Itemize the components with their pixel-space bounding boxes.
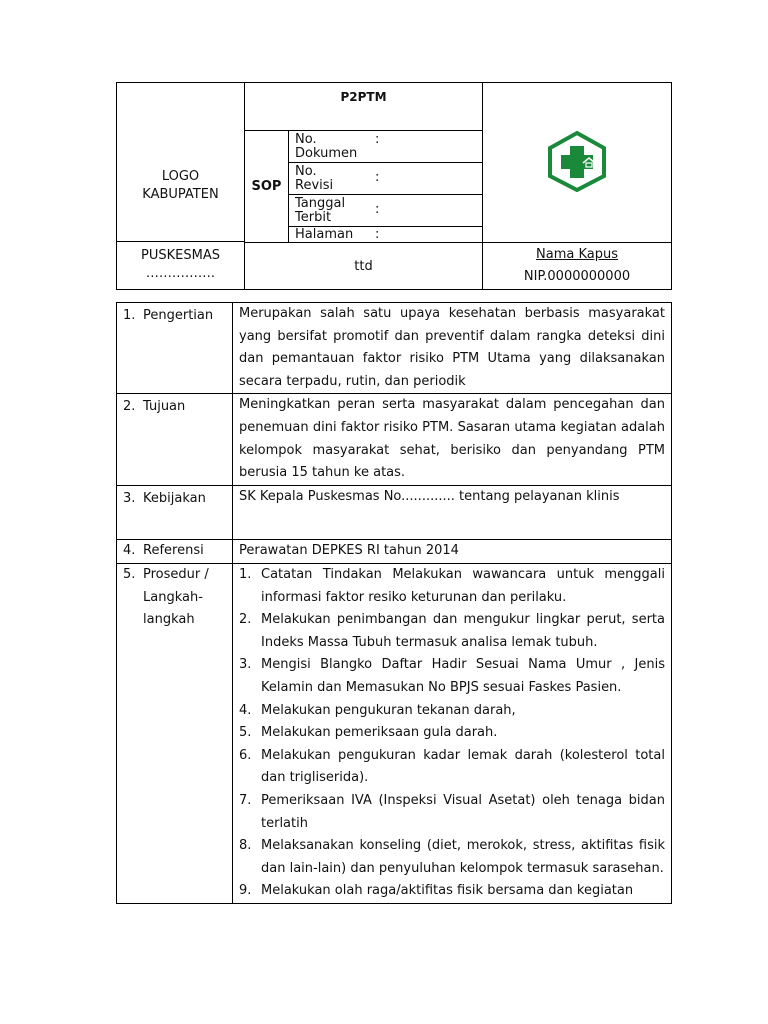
puskesmas-name: PUSKESMAS <box>141 248 220 263</box>
puskesmas-block <box>117 241 244 288</box>
kapus-block <box>483 243 672 290</box>
section-label: 1. Pengertian <box>117 303 233 394</box>
puskesmas-dots: ……………. <box>145 266 216 281</box>
list-item: 9. Melakukan olah raga/aktifitas fisik bersama dan kegiatan <box>239 883 634 899</box>
section-text: Perawatan DEPKES RI tahun 2014 <box>233 540 672 564</box>
field-label: No. <box>295 131 317 147</box>
kapus-nip: NIP.0000000000 <box>523 269 631 284</box>
list-item: 8. Melaksanakan konseling (diet, merokok, stress, aktifitas fisik dan lain-lain) dan penyuluhan kelompok termasuk sarasehan. <box>239 838 665 876</box>
logo-line1: LOGO <box>161 169 200 184</box>
list-item: 7. Pemeriksaan IVA (Inspeksi Visual Asetat) oleh tenaga bidan terlatih <box>239 792 665 831</box>
sop-content-table <box>116 302 672 904</box>
puskesmas-logo-cell <box>483 83 672 243</box>
section-row <box>117 303 672 394</box>
procedure-steps <box>233 563 672 903</box>
field-label: Halaman <box>295 226 354 242</box>
list-item: 3. Mengisi Blangko Daftar Hadir Sesuai Nama Umur , Jenis Kelamin dan Memasukan No BPJS sesuai Faskes Pasien. <box>239 657 665 695</box>
list-item: 1. Catatan Tindakan Melakukan wawancara untuk menggali informasi faktor resiko keturunan dan perilaku. <box>239 566 665 605</box>
field-tanggal-terbit <box>289 195 483 227</box>
list-item: 5. Melakukan pemeriksaan gula darah. <box>239 725 498 741</box>
section-row <box>117 540 672 564</box>
field-halaman <box>289 227 483 243</box>
field-colon: : <box>375 131 380 147</box>
field-no-dokumen <box>289 131 483 163</box>
field-no-revisi <box>289 163 483 195</box>
section-label: 4. Referensi <box>117 540 233 564</box>
section-row <box>117 486 672 540</box>
section-text: Merupakan salah satu upaya kesehatan berbasis masyarakat yang bersifat promotif dan preventif dalam rangka deteksi dini dan pemantauan faktor risiko PTM Utama yang dilaksanakan secara terpadu, rutin, dan periodik <box>233 303 672 394</box>
section-label: 3. Kebijakan <box>117 486 233 540</box>
logo-line2: KABUPATEN <box>142 187 219 202</box>
section-label: 5. Prosedur / Langkah- langkah <box>117 563 233 903</box>
field-label: Revisi <box>295 177 334 193</box>
signature-ttd: ttd <box>245 243 483 290</box>
list-item: 6. Melakukan pengukuran kadar lemak darah (kolesterol total dan trigliserida). <box>239 747 665 786</box>
section-label: 2. Tujuan <box>117 394 233 486</box>
kapus-name: Nama Kapus <box>536 247 618 262</box>
field-label: No. <box>295 163 317 179</box>
document-title: P2PTM <box>245 83 483 131</box>
list-item: 4. Melakukan pengukuran tekanan darah, <box>239 702 516 718</box>
section-text: SK Kepala Puskesmas No............. tentang pelayanan klinis <box>233 486 672 540</box>
list-item: 2. Melakukan penimbangan dan mengukur lingkar perut, serta Indeks Massa Tubuh termasuk analisa lemak tubuh. <box>239 612 665 650</box>
field-colon: : <box>375 169 380 185</box>
field-label: Tanggal <box>295 195 346 211</box>
puskesmas-logo-icon <box>545 130 609 192</box>
sop-label: SOP <box>245 131 289 243</box>
field-colon: : <box>375 201 380 217</box>
field-label: Dokumen <box>295 145 358 161</box>
field-label: Terbit <box>295 209 332 225</box>
section-row <box>117 394 672 486</box>
field-colon: : <box>375 226 380 242</box>
section-text: Meningkatkan peran serta masyarakat dalam pencegahan dan penemuan dini faktor risiko PTM. Sasaran utama kegiatan adalah kelompok masyarakat sehat, berisiko dan penyandang PTM berusia 15 tahun ke atas. <box>233 394 672 486</box>
section-row-prosedur <box>117 563 672 903</box>
